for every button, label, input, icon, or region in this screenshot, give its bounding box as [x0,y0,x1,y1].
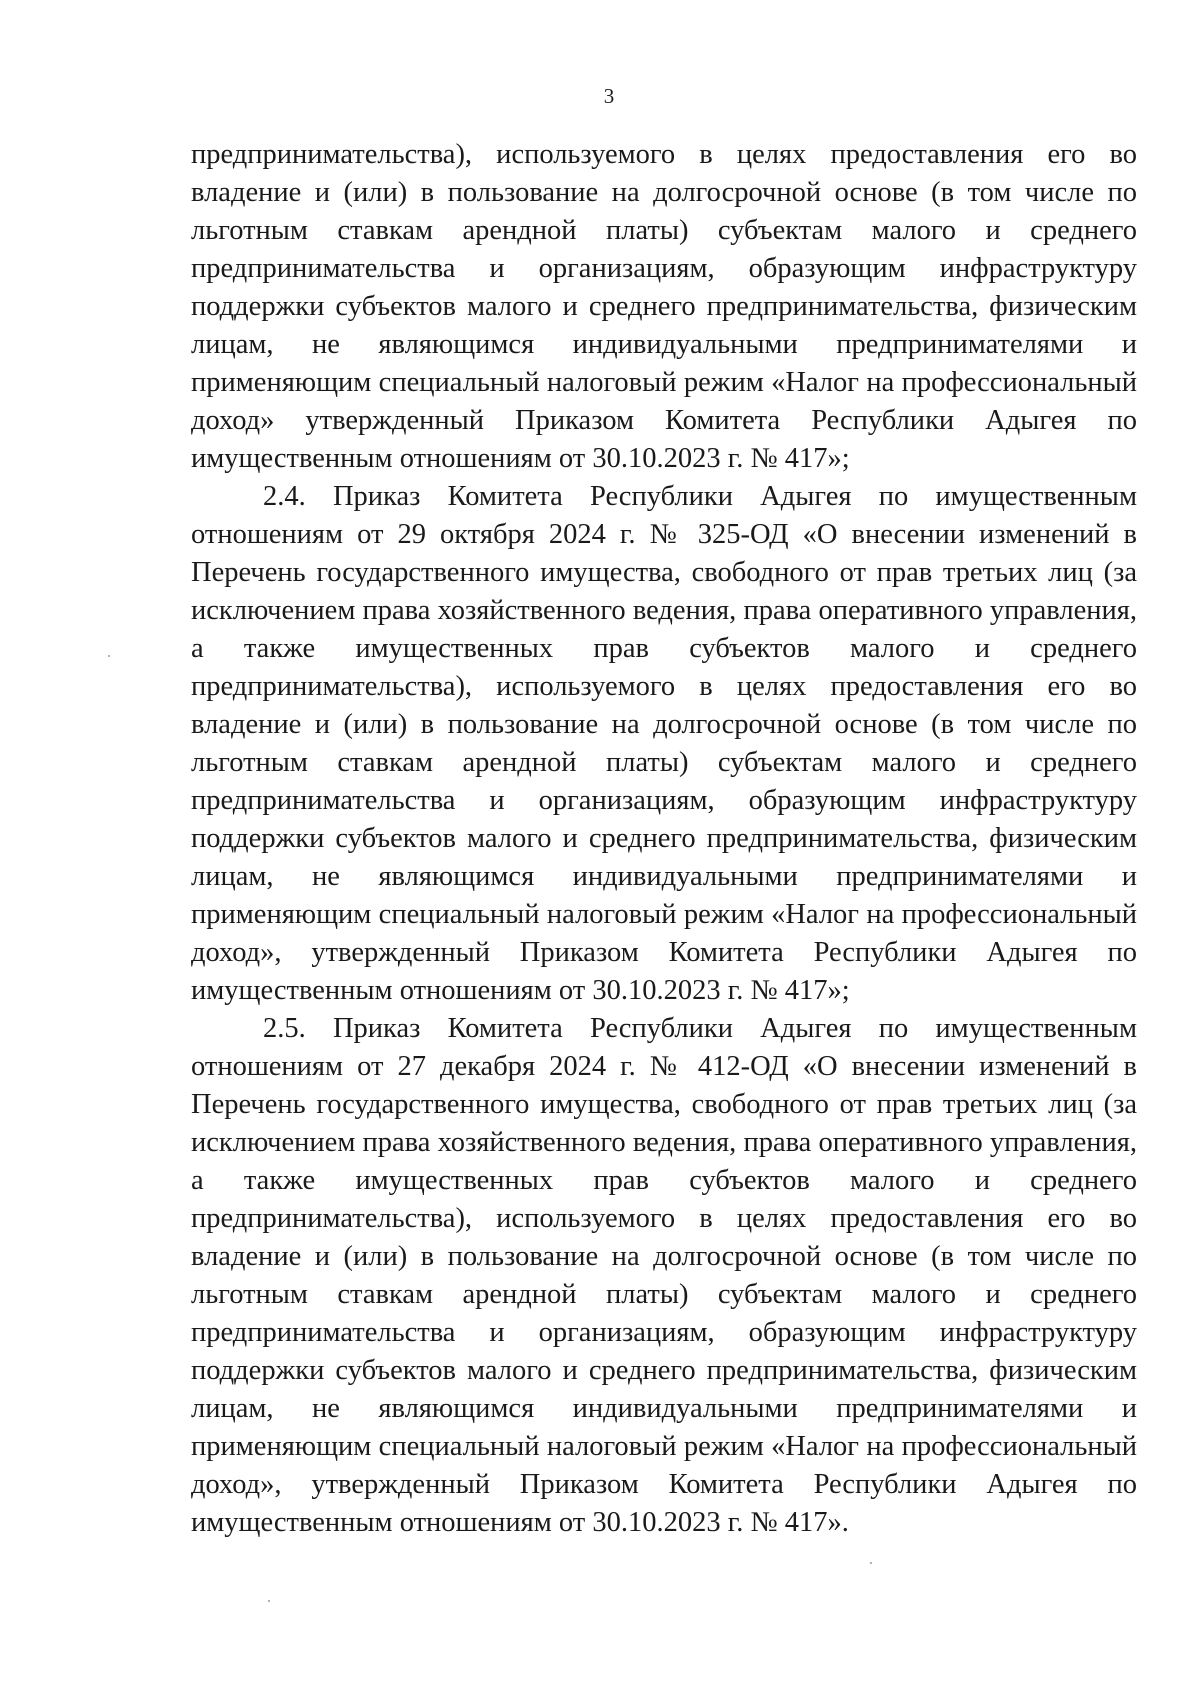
text-line: владение и (или) в пользование на долгосрочной основе (в том числе по [191,1241,1137,1272]
text-line: предпринимательства и организациям, образующим инфраструктуру [191,1317,1137,1348]
text-line: предпринимательства и организациям, образующим инфраструктуру [191,253,1137,284]
text-line: Перечень государственного имущества, свободного от прав третьих лиц (за [191,1089,1137,1120]
text-line: лицам, не являющимся индивидуальными предпринимателями и [191,329,1137,360]
text-line: поддержки субъектов малого и среднего предпринимательства, физическим [191,1355,1137,1386]
text-line: предпринимательства), используемого в целях предоставления его во [191,671,1137,702]
text-line: льготным ставкам арендной платы) субъектам малого и среднего [191,1279,1137,1310]
text-line: имущественным отношениям от 30.10.2023 г. № 417»; [191,975,850,1006]
text-line: предпринимательства), используемого в целях предоставления его во [191,1203,1137,1234]
text-line: лицам, не являющимся индивидуальными предпринимателями и [191,861,1137,892]
text-line: исключением права хозяйственного ведения, права оперативного управления, [191,595,1137,626]
text-line: предпринимательства), используемого в целях предоставления его во [191,139,1137,170]
text-line: Перечень государственного имущества, свободного от прав третьих лиц (за [191,557,1137,588]
text-line: доход», утвержденный Приказом Комитета Республики Адыгея по [191,937,1137,968]
text-line: исключением права хозяйственного ведения, права оперативного управления, [191,1127,1137,1158]
text-line: а также имущественных прав субъектов малого и среднего [191,633,1137,664]
paragraph-2-5-heading-line: 2.5. Приказ Комитета Республики Адыгея по имущественным [263,1013,1137,1044]
paragraph-2-4-heading-line: 2.4. Приказ Комитета Республики Адыгея по имущественным [263,481,1137,512]
text-line: применяющим специальный налоговый режим «Налог на профессиональный [191,1431,1137,1462]
text-line: поддержки субъектов малого и среднего предпринимательства, физическим [191,823,1137,854]
text-line: применяющим специальный налоговый режим «Налог на профессиональный [191,367,1137,398]
scan-speck [268,1600,270,1602]
page-number: 3 [603,84,615,108]
text-line: доход» утвержденный Приказом Комитета Республики Адыгея по [191,405,1137,436]
text-line: льготным ставкам арендной платы) субъектам малого и среднего [191,747,1137,778]
text-line: применяющим специальный налоговый режим «Налог на профессиональный [191,899,1137,930]
scan-speck [108,655,110,657]
text-line: льготным ставкам арендной платы) субъектам малого и среднего [191,215,1137,246]
text-line: имущественным отношениям от 30.10.2023 г. № 417». [191,1507,849,1538]
text-line: лицам, не являющимся индивидуальными предпринимателями и [191,1393,1137,1424]
text-line: предпринимательства и организациям, образующим инфраструктуру [191,785,1137,816]
text-line: отношениям от 29 октября 2024 г. № 325-ОД «О внесении изменений в [191,519,1137,550]
text-line: отношениям от 27 декабря 2024 г. № 412-ОД «О внесении изменений в [191,1051,1137,1082]
document-body [191,136,1137,1542]
text-line: имущественным отношениям от 30.10.2023 г. № 417»; [191,443,850,474]
text-line: а также имущественных прав субъектов малого и среднего [191,1165,1137,1196]
text-line: владение и (или) в пользование на долгосрочной основе (в том числе по [191,177,1137,208]
scan-speck [870,1562,872,1564]
text-line: поддержки субъектов малого и среднего предпринимательства, физическим [191,291,1137,322]
text-line: владение и (или) в пользование на долгосрочной основе (в том числе по [191,709,1137,740]
text-line: доход», утвержденный Приказом Комитета Республики Адыгея по [191,1469,1137,1500]
